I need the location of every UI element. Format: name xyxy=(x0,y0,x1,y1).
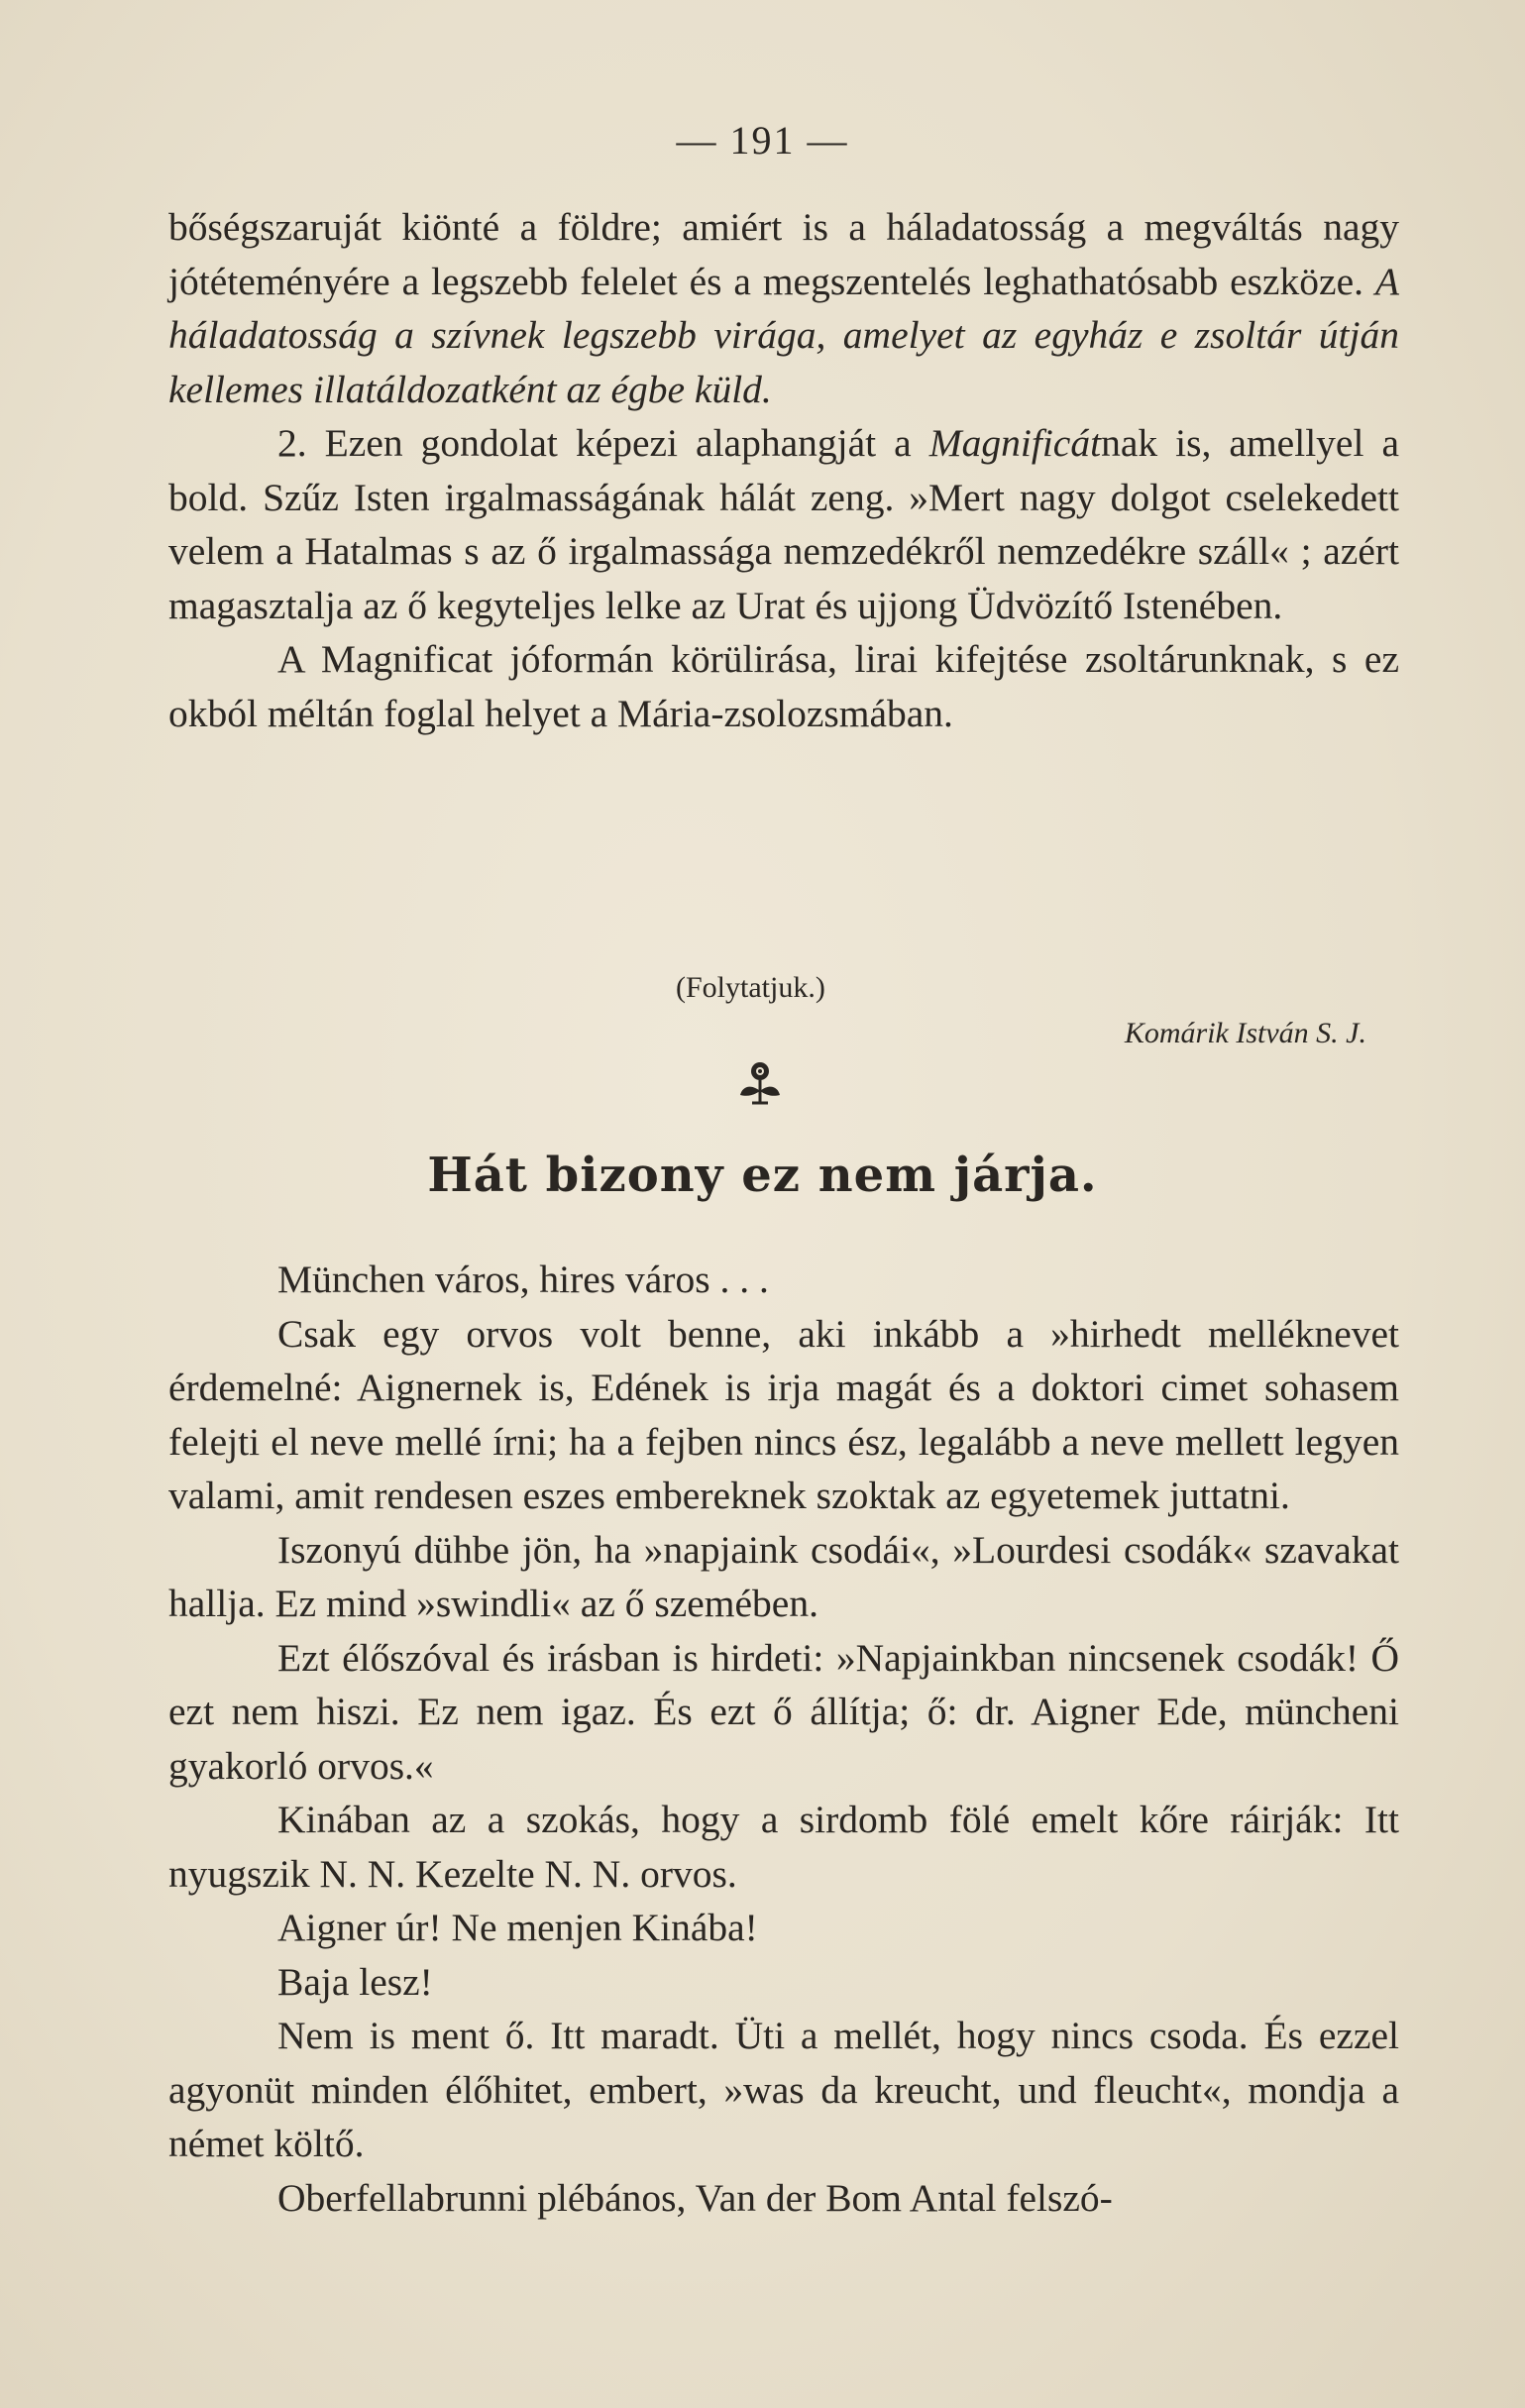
paragraph: Nem is ment ő. Itt maradt. Üti a mellét, hogy nincs csoda. És ezzel agyonüt minden élőhitet, embert, »was da kreucht, und fleucht«, mondja a német költő. xyxy=(168,2014,1399,2165)
paragraph-text: 2. Ezen gondolat képezi alaphangját a xyxy=(277,421,929,465)
paragraph: Kinában az a szokás, hogy a sirdomb fölé emelt kőre ráirják: Itt nyugszik N. N. Kezelte N. N. orvos. xyxy=(168,1798,1399,1896)
paragraph xyxy=(168,200,1399,416)
paragraph: Iszonyú dühbe jön, ha »napjaink csodái«, »Lourdesi csodák« szavakat hallja. Ez mind »swindli« az ő szemében. xyxy=(168,1527,1399,1625)
italic-passage: A háladatosság a szívnek legszebb virága, amelyet az egyház e zsoltár útján kellemes illatáldozatként az égbe küld. xyxy=(168,259,1399,411)
paragraph: Csak egy orvos volt benne, aki inkább a »hirhedt melléknevet érdemelné: Aignernek is, Edének is irja magát és a doktori cimet sohasem felejti el neve mellé írni; ha a fejben nincs ész, legalább a neve mellett legyen valami, amit rendesen eszes embereknek szoktak az egyetemek juttatni. xyxy=(168,1311,1399,1517)
paragraph: Baja lesz! xyxy=(277,1959,433,2004)
article-title: Hát bizony ez nem járja. xyxy=(427,1148,1098,1203)
paragraph: Aigner úr! Ne menjen Kinába! xyxy=(277,1906,758,1949)
paragraph xyxy=(168,416,1399,632)
flower-ornament-icon xyxy=(732,1053,788,1109)
italic-word: Magnificát xyxy=(928,421,1102,465)
continued-note: (Folytatjuk.) xyxy=(676,971,825,1004)
paragraph: Ezt élőszóval és irásban is hirdeti: »Napjainkban nincsenek csodák! Ő ezt nem hiszi. Ez nem igaz. És ezt ő állítja; ő: dr. Aigner Ede, müncheni gyakorló orvos.« xyxy=(168,1635,1399,1788)
paragraph-text: nak is, amellyel a bold. Szűz Isten irgalmasságának hálát zeng. »Mert nagy dolgot cselekedett velem a Hatalmas s az ő irgalmassága nemzedékről nemzedékre száll« ; azért magasztalja az ő kegyteljes lelke az Urat és ujjong Üdvözítő Istenében. xyxy=(168,421,1399,627)
paragraph-text: bőségszaruját kiönté a földre; amiért is a háladatosság a megváltás nagy jótéteményére a legszebb felelet és a megszentelés leghathatósabb eszköze. xyxy=(168,205,1399,303)
article-continuation xyxy=(168,200,1399,740)
author-signature: Komárik István S. J. xyxy=(1124,1017,1366,1049)
paragraph: München város, hires város . . . xyxy=(277,1258,769,1301)
paragraph: A Magnificat jóformán körülirása, lirai kifejtése zsoltárunknak, s ez okból méltán foglal helyet a Mária-zsolozsmában. xyxy=(168,637,1399,735)
page-number: — 191 — xyxy=(676,118,849,163)
article-body xyxy=(168,1253,1399,2225)
paragraph: Oberfellabrunni plébános, Van der Bom Antal felszó- xyxy=(277,2175,1113,2220)
